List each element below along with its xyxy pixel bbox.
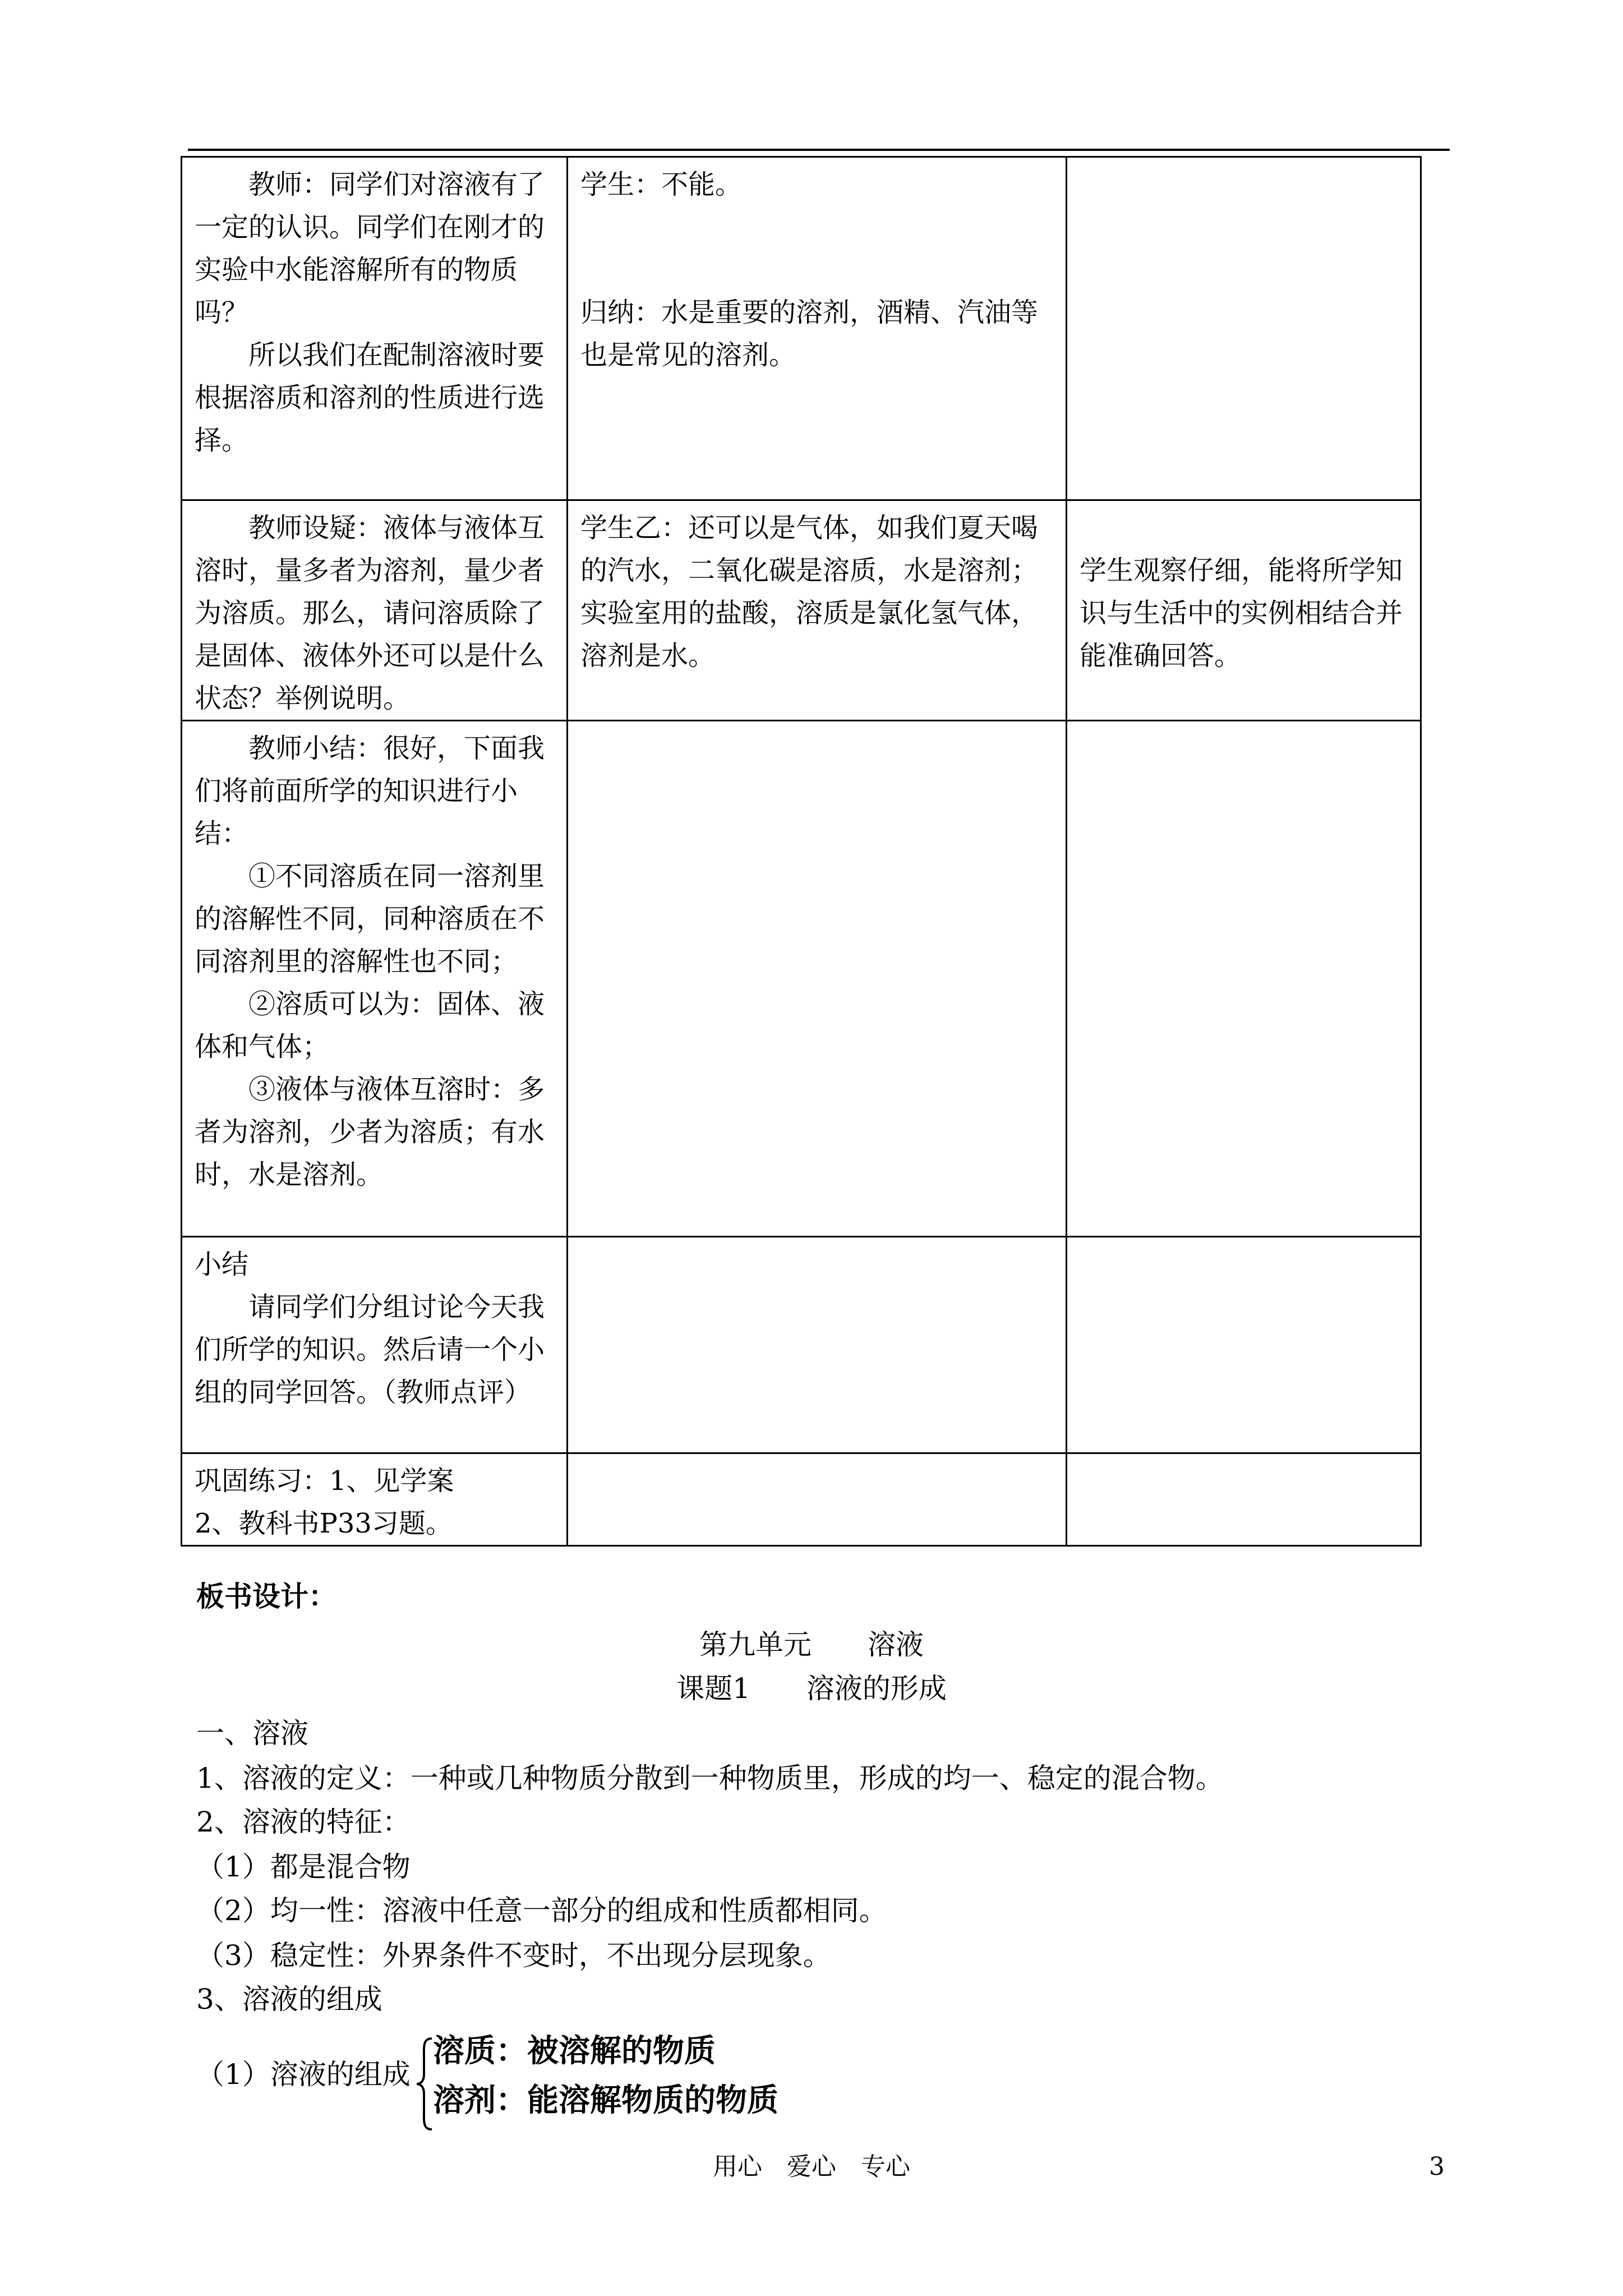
teacher-text: 教师：同学们对溶液有了一定的认识。同学们在刚才的实验中水能溶解所有的物质吗？ — [195, 169, 545, 328]
teacher-cell — [182, 1453, 568, 1546]
board-line: 3、溶液的组成 — [196, 1983, 382, 2016]
design-intent-cell — [1067, 1453, 1421, 1546]
composition-label: （1）溶液的组成 — [196, 2058, 411, 2091]
student-text: 学生：不能。 — [580, 169, 743, 200]
unit-title: 第九单元 溶液 — [699, 1628, 924, 1661]
teacher-cell — [182, 721, 568, 1237]
teacher-text: 请同学们分组讨论今天我们所学的知识。然后请一个小组的同学回答。（教师点评） — [195, 1291, 545, 1408]
composition-item-solvent: 溶剂：能溶解物质的物质 — [433, 2082, 778, 2119]
student-cell — [568, 1453, 1067, 1546]
teacher-text: ②溶质可以为：固体、液体和气体； — [195, 988, 545, 1062]
student-cell — [568, 500, 1067, 721]
student-cell — [568, 721, 1067, 1237]
student-text: 学生乙：还可以是气体，如我们夏天喝的汽水，二氧化碳是溶质，水是溶剂；实验室用的盐酸，溶质是氯化氢气体，溶剂是水。 — [580, 512, 1039, 671]
teacher-text: 教师小结：很好，下面我们将前面所学的知识进行小结： — [195, 733, 545, 849]
student-text: 归纳：水是重要的溶剂，酒精、汽油等也是常见的溶剂。 — [580, 297, 1039, 371]
teacher-text: 教师设疑：液体与液体互溶时，量多者为溶剂，量少者为溶质。那么，请问溶质除了是固体、液体外还可以是什么状态？举例说明。 — [195, 512, 545, 714]
teacher-cell — [182, 1237, 568, 1453]
page-number: 3 — [1429, 2152, 1445, 2181]
teacher-text: 小结 — [195, 1249, 249, 1280]
design-intent-cell — [1067, 500, 1421, 721]
board-line: （1）都是混合物 — [196, 1851, 411, 1883]
curly-brace-icon — [415, 2036, 434, 2132]
board-line: （3）稳定性：外界条件不变时，不出现分层现象。 — [196, 1939, 831, 1972]
lesson-table — [181, 156, 1422, 1547]
design-intent-cell — [1067, 721, 1421, 1237]
board-line: 一、溶液 — [196, 1717, 308, 1750]
design-intent-cell — [1067, 157, 1421, 500]
board-line: （2）均一性：溶液中任意一部分的组成和性质都相同。 — [196, 1894, 887, 1927]
lesson-title: 课题1 溶液的形成 — [676, 1672, 947, 1705]
board-design-heading: 板书设计： — [196, 1580, 336, 1613]
page-footer: 用心 爱心 专心 — [713, 2152, 910, 2181]
teacher-cell — [182, 500, 568, 721]
teacher-text: 巩固练习：1、见学案 — [195, 1465, 454, 1497]
teacher-text: 所以我们在配制溶液时要根据溶质和溶剂的性质进行选择。 — [195, 339, 545, 456]
student-cell — [568, 157, 1067, 500]
table-row — [182, 1237, 1421, 1453]
teacher-text: ①不同溶质在同一溶剂里的溶解性不同，同种溶质在不同溶剂里的溶解性也不同； — [195, 861, 545, 977]
table-row — [182, 1453, 1421, 1546]
table-row — [182, 157, 1421, 500]
table-row — [182, 721, 1421, 1237]
board-line: 1、溶液的定义：一种或几种物质分散到一种物质里，形成的均一、稳定的混合物。 — [196, 1762, 1224, 1795]
student-cell — [568, 1237, 1067, 1453]
design-intent-cell — [1067, 1237, 1421, 1453]
header-rule — [188, 149, 1450, 151]
design-intent-text: 学生观察仔细，能将所学知识与生活中的实例相结合并能准确回答。 — [1080, 555, 1403, 671]
composition-item-solute: 溶质：被溶解的物质 — [433, 2032, 716, 2069]
teacher-text: 2、教科书P33习题。 — [195, 1508, 453, 1539]
board-line: 2、溶液的特征： — [196, 1806, 411, 1838]
teacher-cell — [182, 157, 568, 500]
table-row — [182, 500, 1421, 721]
teacher-text: ③液体与液体互溶时：多者为溶剂，少者为溶质；有水时，水是溶剂。 — [195, 1074, 545, 1190]
